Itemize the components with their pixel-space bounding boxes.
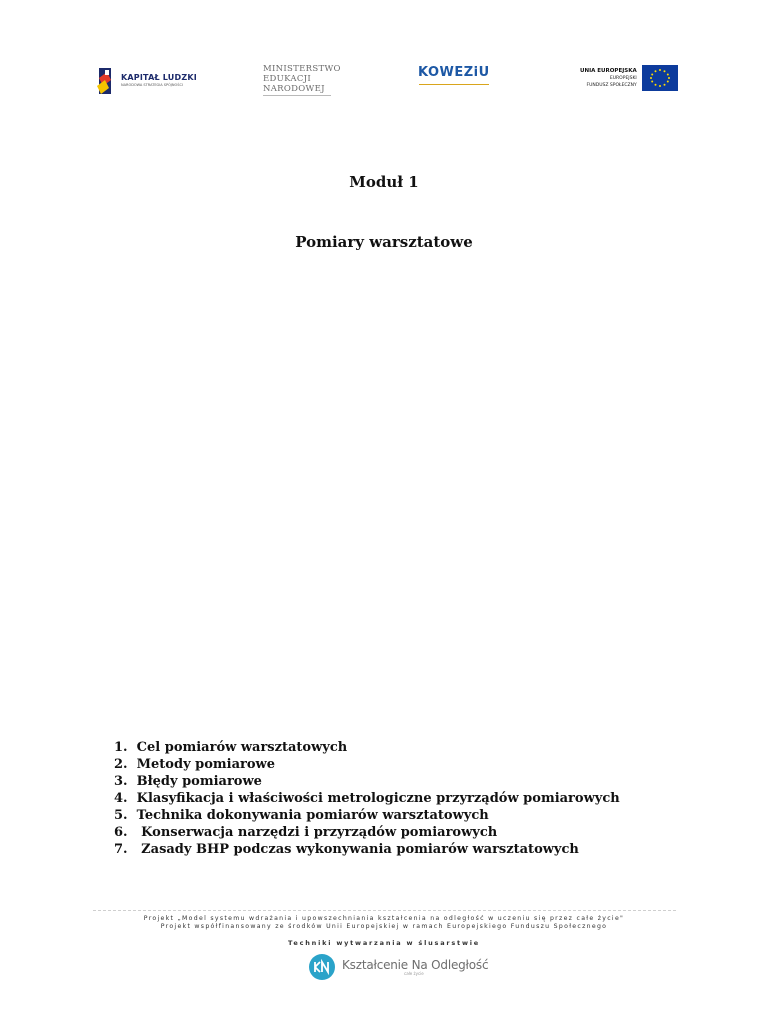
toc-item-text: Zasady BHP podczas wykonywania pomiarów warsztatowych <box>141 842 579 857</box>
ministerstwo-line-2: EDUKACJI <box>263 74 311 84</box>
koweziu-name: KOWEZiU <box>418 65 490 80</box>
table-of-contents <box>114 739 620 858</box>
kapital-ludzki-emblem-icon <box>95 66 115 96</box>
toc-item-text: Klasyfikacja i właściwości metrologiczne przyrządów pomiarowych <box>136 791 620 806</box>
toc-item-text: Błędy pomiarowe <box>136 774 262 789</box>
toc-item-number: 5. <box>114 808 128 823</box>
toc-item-number: 2. <box>114 757 128 772</box>
unia-europejska-logo <box>580 65 678 91</box>
koweziu-logo <box>418 65 490 85</box>
kno-logo-text: Kształcenie Na Odległość <box>342 957 489 972</box>
toc-item <box>114 756 620 773</box>
footer-course-title: Techniki wytwarzania w ślusarstwie <box>287 939 481 947</box>
toc-item-text: Metody pomiarowe <box>136 757 276 772</box>
ministerstwo-rule <box>263 95 331 96</box>
toc-item <box>114 773 620 790</box>
logo-bar <box>0 60 768 104</box>
unia-line-3: FUNDUSZ SPOŁECZNY <box>586 82 637 88</box>
toc-item-number: 7. <box>114 842 128 857</box>
kapital-ludzki-name: KAPITAŁ LUDZKI <box>121 73 197 83</box>
toc-item <box>114 841 620 858</box>
kno-emblem-icon <box>308 953 336 981</box>
eu-flag-icon <box>642 65 678 91</box>
unia-line-2: EUROPEJSKI <box>609 75 637 81</box>
toc-item-number: 1. <box>114 740 128 755</box>
toc-item-text: Konserwacja narzędzi i przyrządów pomiarowych <box>141 825 498 840</box>
unia-line-1: UNIA EUROPEJSKA <box>580 67 637 74</box>
kapital-ludzki-subtitle: NARODOWA STRATEGIA SPÓJNOŚCI <box>121 83 183 88</box>
toc-item-number: 3. <box>114 774 128 789</box>
toc-item-text: Technika dokonywania pomiarów warsztatowych <box>136 808 489 823</box>
kno-logo-subtext: całe życie <box>404 970 424 976</box>
toc-item <box>114 807 620 824</box>
toc-item-text: Cel pomiarów warsztatowych <box>136 740 348 755</box>
kno-logo <box>308 953 488 981</box>
toc-item <box>114 824 620 841</box>
toc-item <box>114 739 620 756</box>
footer-divider <box>93 910 676 911</box>
koweziu-underline <box>419 81 489 85</box>
toc-item <box>114 790 620 807</box>
footer-funding-line: Projekt współfinansowany ze środków Unii Europejskiej w ramach Europejskiego Funduszu Społecznego <box>160 923 608 930</box>
ministerstwo-line-1: MINISTERSTWO <box>263 64 341 74</box>
subject-title: Pomiary warsztatowe <box>295 233 473 251</box>
ministerstwo-line-3: NARODOWEJ <box>263 84 325 94</box>
ministerstwo-logo <box>263 64 341 96</box>
toc-item-number: 6. <box>114 825 128 840</box>
toc-item-number: 4. <box>114 791 128 806</box>
module-title: Moduł 1 <box>349 173 419 191</box>
kapital-ludzki-logo <box>95 66 197 96</box>
footer-project-line: Projekt „Model systemu wdrażania i upowszechniania kształcenia na odległość w uczeniu się przez całe życie" <box>143 915 625 922</box>
